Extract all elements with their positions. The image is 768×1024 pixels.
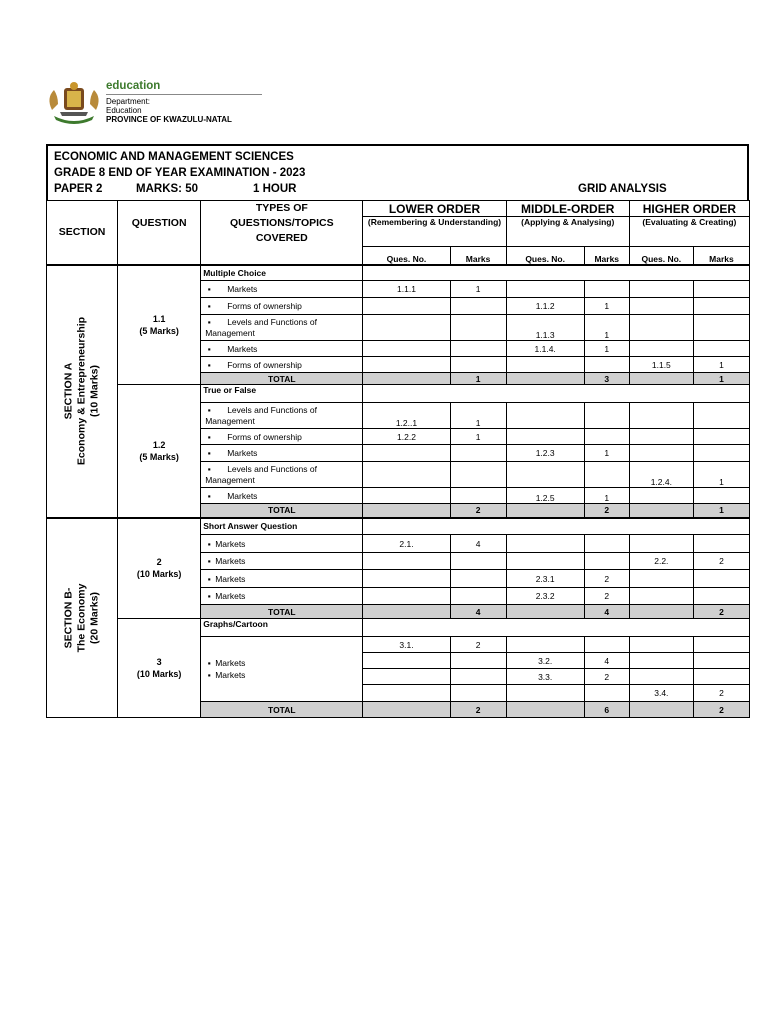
higher-ques-no: 1.2.4. xyxy=(629,462,693,488)
higher-marks xyxy=(693,637,749,653)
bullet-icon: ▪ xyxy=(207,359,211,370)
higher-ques-no-header: Ques. No. xyxy=(629,247,693,265)
middle-ques-no: 1.1.4. xyxy=(506,341,584,357)
lower-marks-header: Marks xyxy=(450,247,506,265)
topic-cell: ▪ Markets xyxy=(201,341,363,357)
middle-ques-no: 1.1.2 xyxy=(506,298,584,315)
question-column-header: QUESTION xyxy=(118,201,201,265)
middle-ques-no: 1.1.3 xyxy=(506,315,584,341)
lower-ques-no xyxy=(363,315,450,341)
higher-marks xyxy=(693,588,749,605)
bullet-icon: ▪ xyxy=(207,404,211,415)
lower-marks xyxy=(450,588,506,605)
middle-ques-no: 2.3.2 xyxy=(506,588,584,605)
higher-total: 2 xyxy=(693,702,749,718)
higher-ques-no xyxy=(629,429,693,445)
section-column-header: SECTION xyxy=(47,201,118,265)
bullet-icon: ▪ xyxy=(207,343,211,354)
section-b-subtitle: The Economy xyxy=(75,583,88,653)
logo-line-1: Department: xyxy=(106,97,151,106)
higher-ques-no xyxy=(629,669,693,685)
empty-cell xyxy=(629,702,693,718)
higher-marks xyxy=(693,403,749,429)
section-b-title: SECTION B- xyxy=(62,587,75,649)
empty-cell xyxy=(506,702,584,718)
topic-cell: ▪ Levels and Functions of Management xyxy=(201,462,363,488)
higher-marks: 2 xyxy=(693,553,749,570)
higher-ques-no xyxy=(629,298,693,315)
middle-ques-no xyxy=(506,281,584,298)
middle-marks: 1 xyxy=(584,488,629,504)
higher-ques-no xyxy=(629,653,693,669)
question-number: 3 xyxy=(156,657,162,667)
bullet-icon: ▪ xyxy=(207,463,211,474)
topic-cell: ▪ Forms of ownership xyxy=(201,298,363,315)
types-column-header: TYPES OF QUESTIONS/TOPICS COVERED xyxy=(201,201,363,265)
middle-ques-no: 1.2.5 xyxy=(506,488,584,504)
middle-marks: 1 xyxy=(584,341,629,357)
lower-ques-no xyxy=(363,653,450,669)
lower-ques-no xyxy=(363,462,450,488)
bullet-icon: ▪ xyxy=(207,591,211,601)
higher-marks xyxy=(693,653,749,669)
empty-cell xyxy=(363,702,450,718)
middle-marks xyxy=(584,357,629,373)
empty-cell xyxy=(506,373,584,385)
lower-marks xyxy=(450,653,506,669)
lower-marks xyxy=(450,462,506,488)
middle-marks: 2 xyxy=(584,588,629,605)
question-number: 2 xyxy=(156,557,162,568)
higher-ques-no xyxy=(629,341,693,357)
lower-ques-no xyxy=(363,685,450,702)
middle-marks: 1 xyxy=(584,298,629,315)
middle-marks: 1 xyxy=(584,315,629,341)
middle-order-header: MIDDLE-ORDER xyxy=(506,201,629,217)
higher-order-subheader: (Evaluating & Creating) xyxy=(629,217,749,247)
lower-marks xyxy=(450,488,506,504)
middle-marks xyxy=(584,403,629,429)
topic-cell: ▪ Forms of ownership xyxy=(201,429,363,445)
higher-marks xyxy=(693,429,749,445)
bullet-icon: ▪ xyxy=(207,538,211,549)
middle-marks: 2 xyxy=(584,570,629,588)
lower-marks: 1 xyxy=(450,429,506,445)
empty-cell xyxy=(363,265,750,281)
lower-marks xyxy=(450,570,506,588)
higher-marks xyxy=(693,298,749,315)
middle-ques-no xyxy=(506,535,584,553)
higher-ques-no xyxy=(629,315,693,341)
empty-cell xyxy=(363,619,750,637)
higher-ques-no xyxy=(629,588,693,605)
higher-marks xyxy=(693,669,749,685)
middle-marks xyxy=(584,535,629,553)
topic-2: Markets xyxy=(215,670,246,680)
total-label: TOTAL xyxy=(201,605,363,619)
exam-title: GRADE 8 END OF YEAR EXAMINATION - 2023 xyxy=(54,167,306,179)
lower-ques-no: 2.1. xyxy=(363,535,450,553)
lower-marks xyxy=(450,315,506,341)
middle-ques-no: 3.3. xyxy=(506,669,584,685)
higher-marks xyxy=(693,341,749,357)
logo-line-3: PROVINCE OF KWAZULU-NATAL xyxy=(106,115,232,124)
higher-marks: 2 xyxy=(693,685,749,702)
logo-brand: education xyxy=(106,80,161,92)
middle-marks: 4 xyxy=(584,653,629,669)
higher-ques-no: 1.1.5 xyxy=(629,357,693,373)
lower-order-subheader: (Remembering & Understanding) xyxy=(363,217,506,247)
bullet-icon: ▪ xyxy=(207,556,211,566)
higher-marks: 1 xyxy=(693,462,749,488)
lower-ques-no xyxy=(363,570,450,588)
higher-ques-no xyxy=(629,570,693,588)
topic-cell: ▪ Markets xyxy=(201,535,363,553)
middle-total: 3 xyxy=(584,373,629,385)
topic-cell: ▪ Markets xyxy=(201,281,363,298)
lower-ques-no xyxy=(363,445,450,462)
higher-marks-header: Marks xyxy=(693,247,749,265)
middle-order-subheader: (Applying & Analysing) xyxy=(506,217,629,247)
topic-cell: ▪ Levels and Functions of Management xyxy=(201,403,363,429)
middle-marks xyxy=(584,553,629,570)
question-type-heading: Short Answer Question xyxy=(201,518,363,535)
lower-marks xyxy=(450,553,506,570)
higher-ques-no xyxy=(629,488,693,504)
higher-ques-no xyxy=(629,445,693,462)
middle-ques-no-header: Ques. No. xyxy=(506,247,584,265)
total-label: TOTAL xyxy=(201,504,363,518)
question-number: 1.2 xyxy=(152,439,166,450)
kzn-education-logo xyxy=(44,80,264,128)
bullet-icon: ▪ xyxy=(207,670,211,680)
lower-ques-no xyxy=(363,588,450,605)
middle-ques-no xyxy=(506,357,584,373)
lower-ques-no: 1.2..1 xyxy=(363,403,450,429)
higher-total: 1 xyxy=(693,504,749,518)
total-label: TOTAL xyxy=(201,702,363,718)
lower-total: 2 xyxy=(450,504,506,518)
lower-ques-no: 1.2.2 xyxy=(363,429,450,445)
lower-marks: 2 xyxy=(450,637,506,653)
middle-marks xyxy=(584,637,629,653)
middle-ques-no xyxy=(506,553,584,570)
topic-cell xyxy=(201,637,363,702)
middle-marks xyxy=(584,685,629,702)
middle-ques-no: 3.2. xyxy=(506,653,584,669)
higher-ques-no: 2.2. xyxy=(629,553,693,570)
lower-marks: 1 xyxy=(450,281,506,298)
empty-cell xyxy=(363,518,750,535)
middle-marks xyxy=(584,462,629,488)
topic-cell: ▪ Markets xyxy=(201,488,363,504)
empty-cell xyxy=(629,373,693,385)
middle-ques-no xyxy=(506,685,584,702)
higher-marks xyxy=(693,281,749,298)
middle-total: 2 xyxy=(584,504,629,518)
lower-marks xyxy=(450,669,506,685)
exam-header xyxy=(46,144,749,201)
higher-ques-no xyxy=(629,637,693,653)
bullet-icon: ▪ xyxy=(207,301,211,311)
empty-cell xyxy=(363,373,450,385)
question-1-1 xyxy=(118,265,201,385)
middle-ques-no xyxy=(506,403,584,429)
bullet-icon: ▪ xyxy=(207,431,211,442)
higher-marks: 1 xyxy=(693,357,749,373)
question-2 xyxy=(118,518,201,619)
lower-total: 1 xyxy=(450,373,506,385)
lower-order-header: LOWER ORDER xyxy=(363,201,506,217)
lower-ques-no xyxy=(363,553,450,570)
lower-marks: 1 xyxy=(450,403,506,429)
question-marks: (5 Marks) xyxy=(139,451,179,462)
time-label: 1 HOUR xyxy=(253,183,297,195)
middle-ques-no xyxy=(506,462,584,488)
lower-ques-no: 1.1.1 xyxy=(363,281,450,298)
question-marks: (10 Marks) xyxy=(136,669,182,679)
empty-cell xyxy=(629,605,693,619)
lower-total: 2 xyxy=(450,702,506,718)
bullet-icon: ▪ xyxy=(207,490,211,501)
higher-total: 1 xyxy=(693,373,749,385)
higher-ques-no xyxy=(629,403,693,429)
empty-cell xyxy=(629,504,693,518)
higher-ques-no xyxy=(629,281,693,298)
section-a-subtitle: Economy & Entrepreneurship xyxy=(75,316,88,466)
lower-ques-no: 3.1. xyxy=(363,637,450,653)
topic-1: Markets xyxy=(215,658,246,668)
subject-title: ECONOMIC AND MANAGEMENT SCIENCES xyxy=(54,151,294,163)
middle-marks xyxy=(584,429,629,445)
lower-marks xyxy=(450,357,506,373)
question-1-2 xyxy=(118,385,201,518)
marks-label: MARKS: 50 xyxy=(136,183,198,195)
topic-cell: ▪ Markets xyxy=(201,445,363,462)
lower-ques-no xyxy=(363,298,450,315)
middle-marks-header: Marks xyxy=(584,247,629,265)
lower-total: 4 xyxy=(450,605,506,619)
higher-marks xyxy=(693,535,749,553)
higher-marks xyxy=(693,315,749,341)
question-marks: (10 Marks) xyxy=(136,569,182,580)
logo-rule xyxy=(106,94,262,95)
empty-cell xyxy=(363,385,750,403)
coat-of-arms-icon xyxy=(44,80,104,128)
higher-ques-no: 3.4. xyxy=(629,685,693,702)
higher-marks xyxy=(693,570,749,588)
grid-analysis-label: GRID ANALYSIS xyxy=(578,183,667,195)
topic-cell: ▪ Markets xyxy=(201,553,363,570)
section-b-marks: (20 Marks) xyxy=(88,591,101,644)
lower-ques-no xyxy=(363,669,450,685)
question-type-heading: Graphs/Cartoon xyxy=(201,619,363,637)
empty-cell xyxy=(363,504,450,518)
topic-cell: ▪ Forms of ownership xyxy=(201,357,363,373)
section-a-label xyxy=(47,265,118,518)
middle-marks: 2 xyxy=(584,669,629,685)
total-label: TOTAL xyxy=(201,373,363,385)
bullet-icon: ▪ xyxy=(207,316,211,327)
middle-ques-no: 1.2.3 xyxy=(506,445,584,462)
bullet-icon: ▪ xyxy=(207,284,211,294)
logo-line-2: Education xyxy=(106,106,142,115)
higher-total: 2 xyxy=(693,605,749,619)
lower-ques-no-header: Ques. No. xyxy=(363,247,450,265)
empty-cell xyxy=(506,504,584,518)
empty-cell xyxy=(506,605,584,619)
question-type-heading: Multiple Choice xyxy=(201,265,363,281)
question-3 xyxy=(118,619,201,718)
topic-cell: ▪ Markets xyxy=(201,588,363,605)
middle-marks xyxy=(584,281,629,298)
middle-ques-no xyxy=(506,637,584,653)
middle-marks: 1 xyxy=(584,445,629,462)
bullet-icon: ▪ xyxy=(207,658,211,668)
bullet-icon: ▪ xyxy=(207,448,211,458)
lower-marks: 4 xyxy=(450,535,506,553)
lower-marks xyxy=(450,298,506,315)
lower-ques-no xyxy=(363,488,450,504)
middle-ques-no: 2.3.1 xyxy=(506,570,584,588)
topic-cell: ▪ Levels and Functions of Management xyxy=(201,315,363,341)
lower-marks xyxy=(450,685,506,702)
higher-marks xyxy=(693,488,749,504)
section-a-marks: (10 Marks) xyxy=(88,365,101,417)
higher-order-header: HIGHER ORDER xyxy=(629,201,749,217)
lower-ques-no xyxy=(363,357,450,373)
section-b-label xyxy=(47,518,118,718)
empty-cell xyxy=(363,605,450,619)
grid-analysis-table xyxy=(46,200,750,718)
lower-marks xyxy=(450,341,506,357)
question-number: 1.1 xyxy=(152,313,166,324)
question-marks: (5 Marks) xyxy=(139,325,179,336)
lower-ques-no xyxy=(363,341,450,357)
middle-ques-no xyxy=(506,429,584,445)
topic-cell: ▪ Markets xyxy=(201,570,363,588)
higher-ques-no xyxy=(629,535,693,553)
question-type-heading: True or False xyxy=(201,385,363,403)
paper-label: PAPER 2 xyxy=(54,183,103,195)
middle-total: 4 xyxy=(584,605,629,619)
middle-total: 6 xyxy=(584,702,629,718)
higher-marks xyxy=(693,445,749,462)
bullet-icon: ▪ xyxy=(207,573,211,584)
section-a-title: SECTION A xyxy=(62,362,75,420)
lower-marks xyxy=(450,445,506,462)
